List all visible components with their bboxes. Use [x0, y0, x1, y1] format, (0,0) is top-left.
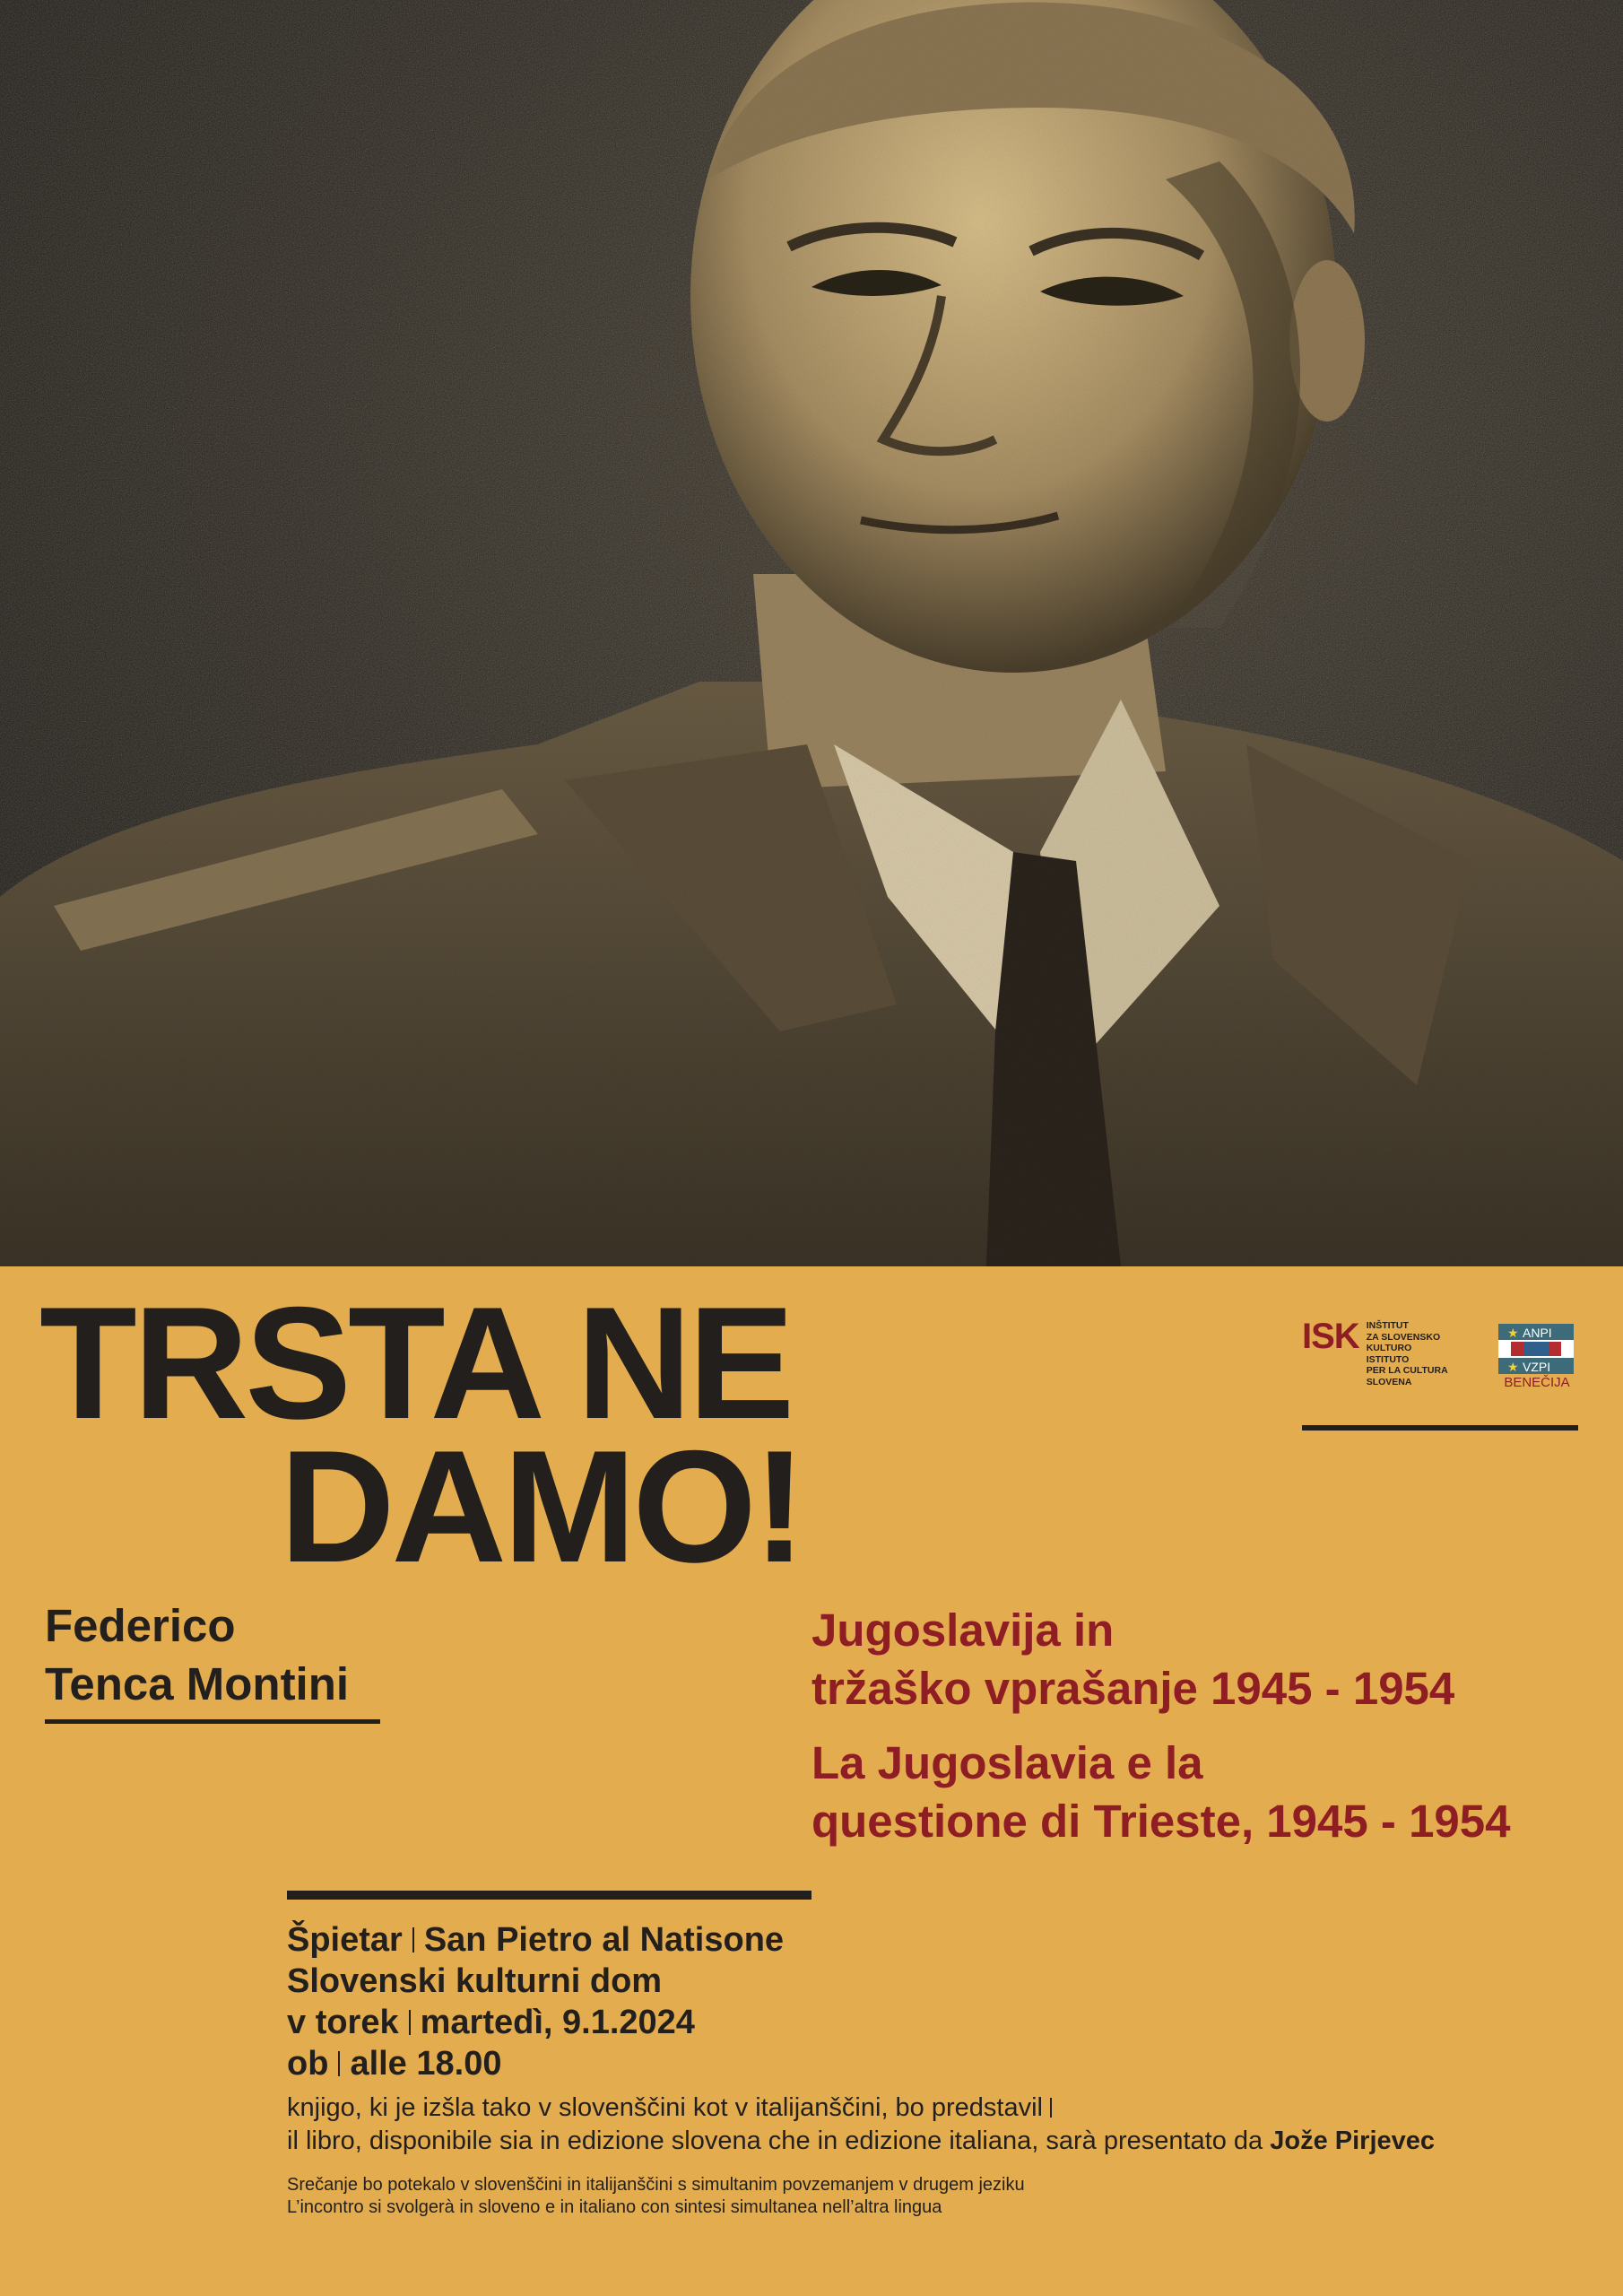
logos: [1302, 1318, 1578, 1390]
isk-text-line: KULTURO: [1366, 1343, 1412, 1353]
headline-line-1: TRSTA NE: [39, 1274, 792, 1452]
book-titles: [812, 1601, 1511, 1850]
info-divider: [287, 1891, 812, 1900]
language-note: [287, 2174, 1435, 2219]
event-info: [287, 1919, 1435, 2219]
desc-it-line: [287, 2125, 1435, 2158]
event-place: [287, 1919, 1435, 1961]
author-first-name: Federico: [45, 1600, 236, 1651]
time-sl: ob: [287, 2045, 329, 2083]
title-sl-line-1: Jugoslavija in: [812, 1605, 1115, 1656]
anpi-caption: BENEČIJA: [1504, 1375, 1570, 1390]
anpi-logo: [1498, 1324, 1575, 1390]
headline: [39, 1274, 846, 1596]
desc-sl-line: [287, 2092, 1435, 2125]
isk-text-line: SLOVENA: [1366, 1376, 1412, 1387]
isk-text-line: PER LA CULTURA: [1366, 1365, 1448, 1376]
separator: [338, 2051, 340, 2076]
headline-line-2: DAMO!: [280, 1417, 803, 1596]
day-it: martedì, 9.1.2024: [420, 2004, 695, 2041]
title-it-line-1: La Jugoslavia e la: [812, 1737, 1203, 1788]
time-it: alle 18.00: [350, 2045, 502, 2083]
place-sl: Špietar: [287, 1921, 403, 1959]
isk-logo-mark: ISK: [1302, 1317, 1359, 1356]
separator: [409, 2010, 411, 2035]
title-sl-line-2: tržaško vprašanje 1945 - 1954: [812, 1663, 1455, 1714]
anpi-bottom-text: VZPI: [1523, 1360, 1551, 1374]
author-underline: [45, 1719, 380, 1724]
logo-divider: [1302, 1425, 1578, 1431]
title-it-line-2: questione di Trieste, 1945 - 1954: [812, 1796, 1511, 1847]
desc-sl: knjigo, ki je izšla tako v slovenščini kot v italijanščini, bo predstavil: [287, 2093, 1043, 2122]
note-it: L’incontro si svolgerà in sloveno e in italiano con sintesi simultanea nell’altra lingua: [287, 2197, 942, 2217]
isk-logo-text: [1367, 1320, 1448, 1387]
note-sl: Srečanje bo potekalo v slovenščini in italijanščini s simultanim povzemanjem v drugem jeziku: [287, 2175, 1025, 2195]
isk-logo: [1302, 1318, 1448, 1387]
event-time: [287, 2043, 1435, 2084]
isk-text-line: ZA SLOVENSKO: [1366, 1331, 1441, 1343]
event-description: [287, 2092, 1435, 2158]
isk-text-line: INŠTITUT: [1366, 1320, 1409, 1331]
presenter-name: Jože Pirjevec: [1270, 2126, 1436, 2155]
place-it: San Pietro al Natisone: [423, 1921, 785, 1959]
event-venue: Slovenski kulturni dom: [287, 1962, 663, 2000]
title-it: [812, 1734, 1511, 1850]
author-last-name: Tenca Montini: [45, 1658, 350, 1709]
title-sl: [812, 1601, 1511, 1718]
separator: [1050, 2098, 1052, 2118]
anpi-flag-icon: [1498, 1324, 1574, 1374]
anpi-top-text: ANPI: [1523, 1326, 1552, 1340]
author-name: [45, 1596, 349, 1713]
separator: [412, 1927, 414, 1952]
day-sl: v torek: [287, 2004, 399, 2041]
svg-text:★: ★: [1507, 1326, 1519, 1340]
desc-it: il libro, disponibile sia in edizione slovena che in edizione italiana, sarà presentato da: [287, 2126, 1263, 2155]
event-date: [287, 2002, 1435, 2043]
isk-text-line: ISTITUTO: [1366, 1353, 1410, 1365]
svg-text:★: ★: [1507, 1360, 1519, 1374]
